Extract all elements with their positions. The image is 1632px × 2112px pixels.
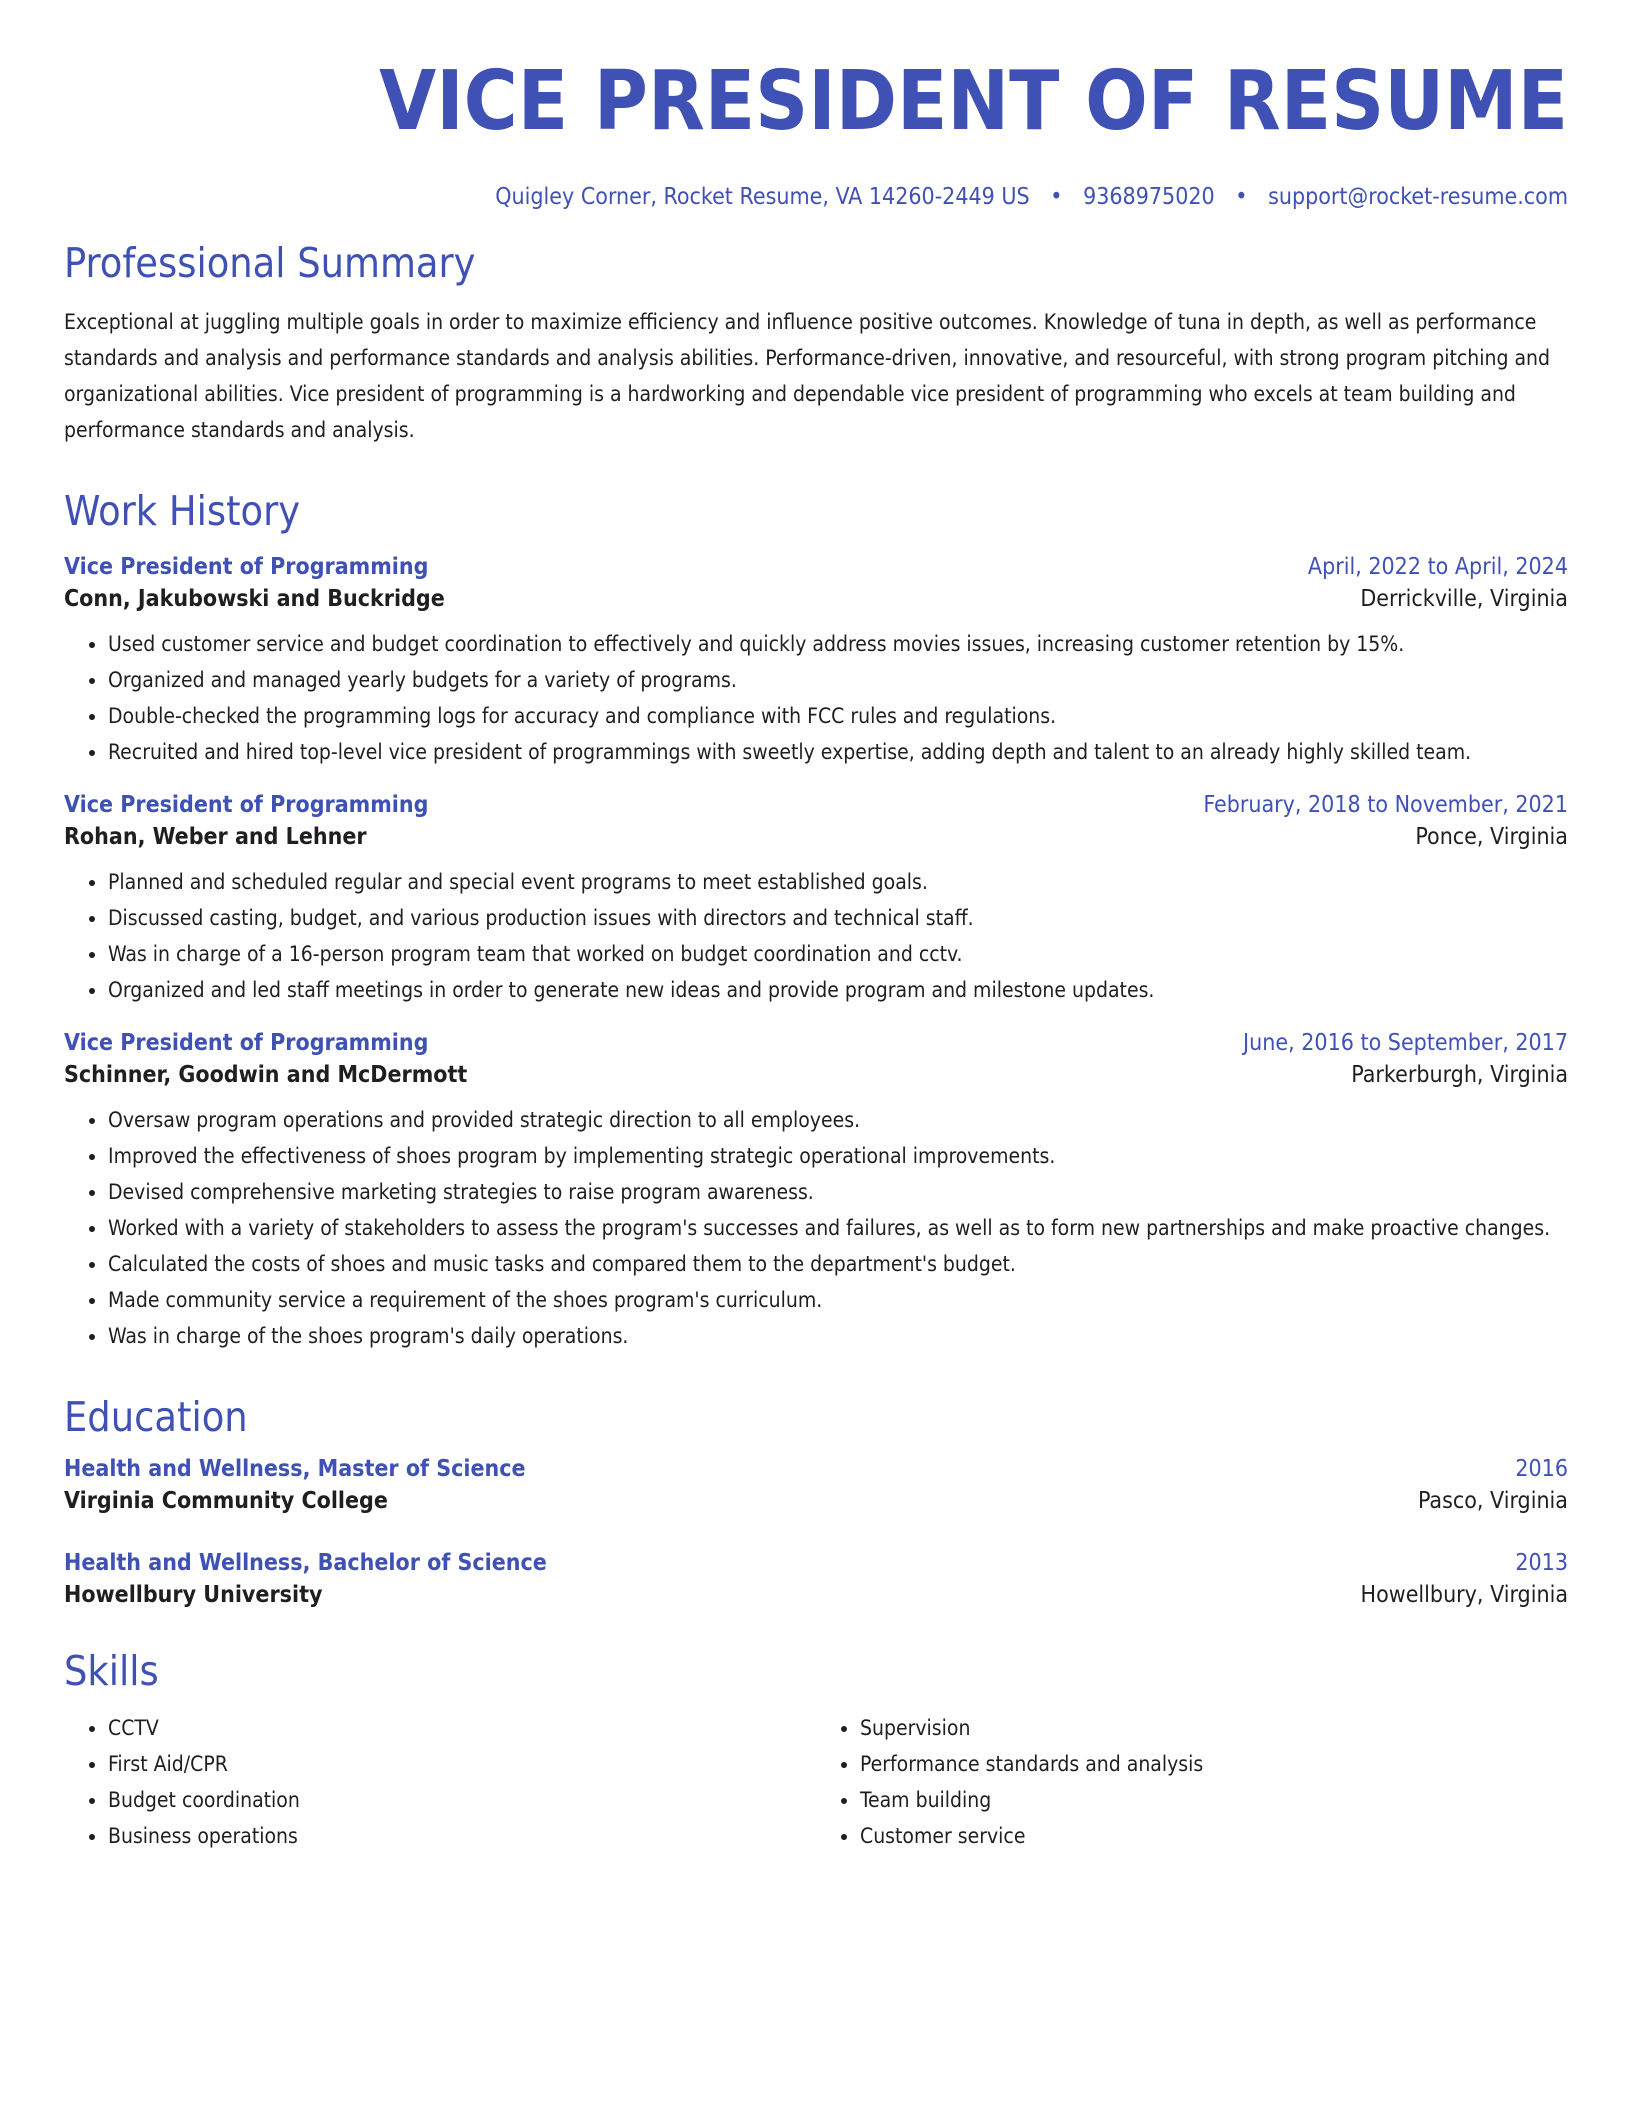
job-company: Conn, Jakubowski and Buckridge: [64, 586, 445, 612]
education-location: Pasco, Virginia: [1417, 1488, 1568, 1514]
contact-address: Quigley Corner, Rocket Resume, VA 14260-2449 US: [495, 184, 1030, 210]
job-bullet: • Discussed casting, budget, and various production issues with directors and technical staff.: [108, 900, 1568, 936]
contact-email: support@rocket-resume.com: [1268, 184, 1568, 210]
resume-name: VICE PRESIDENT OF RESUME: [379, 54, 1568, 149]
job-bullet: • Double-checked the programming logs for accuracy and compliance with FCC rules and regulations.: [108, 698, 1568, 734]
job-entry: [64, 1030, 1568, 1354]
education-degree: Health and Wellness, Bachelor of Science: [64, 1550, 547, 1576]
job-title: Vice President of Programming: [64, 554, 429, 580]
job-bullet: • Improved the effectiveness of shoes program by implementing strategic operational improvements.: [108, 1138, 1568, 1174]
job-company: Rohan, Weber and Lehner: [64, 824, 367, 850]
job-bullet: • Recruited and hired top-level vice president of programmings with sweetly expertise, adding depth and talent to an already highly skilled team.: [108, 734, 1568, 770]
skills-list-left: [64, 1710, 816, 1854]
job-bullet: • Devised comprehensive marketing strategies to raise program awareness.: [108, 1174, 1568, 1210]
skill-item: • Team building: [860, 1782, 1568, 1818]
job-bullets: [64, 626, 1568, 770]
work-history-section: [64, 486, 1568, 1354]
education-location: Howellbury, Virginia: [1360, 1582, 1568, 1608]
job-bullet: • Used customer service and budget coordination to effectively and quickly address movies issues, increasing customer retention by 15%.: [108, 626, 1568, 662]
skills-section: [64, 1646, 1568, 1854]
contact-separator: •: [1050, 184, 1063, 210]
skill-item: • Budget coordination: [108, 1782, 816, 1818]
contact-phone: 9368975020: [1083, 184, 1215, 210]
professional-summary-section: [64, 238, 1568, 448]
job-location: Ponce, Virginia: [1415, 824, 1568, 850]
education-entry: [64, 1456, 1568, 1514]
section-heading-work-history: Work History: [64, 487, 301, 535]
skills-columns: [64, 1710, 1568, 1854]
skill-item: • CCTV: [108, 1710, 816, 1746]
job-bullets: [64, 1102, 1568, 1354]
job-location: Derrickville, Virginia: [1360, 586, 1568, 612]
contact-separator: •: [1235, 184, 1248, 210]
education-school: Howellbury University: [64, 1582, 323, 1608]
education-entry: [64, 1550, 1568, 1608]
skills-list-right: [816, 1710, 1568, 1854]
job-location: Parkerburgh, Virginia: [1351, 1062, 1568, 1088]
job-dates: April, 2022 to April, 2024: [1307, 554, 1568, 580]
summary-text: Exceptional at juggling multiple goals in order to maximize efficiency and influence positive outcomes. Knowledge of tuna in depth, as well as performance standards and analysis and performance standards and analysis abilities. Performance-driven, innovative, and resourceful, with strong program pitching and organizational abilities. Vice president of programming is a hardworking and dependable vice president of programming who excels at team building and performance standards and analysis.: [64, 310, 1550, 442]
skill-item: • Business operations: [108, 1818, 816, 1854]
job-entry: [64, 554, 1568, 770]
section-heading-skills: Skills: [64, 1647, 159, 1695]
education-year: 2013: [1515, 1550, 1568, 1576]
job-title: Vice President of Programming: [64, 1030, 429, 1056]
education-section: [64, 1392, 1568, 1608]
education-year: 2016: [1515, 1456, 1568, 1482]
resume-header: [64, 0, 1568, 210]
job-bullet: • Planned and scheduled regular and special event programs to meet established goals.: [108, 864, 1568, 900]
job-bullet: • Worked with a variety of stakeholders to assess the program's successes and failures, as well as to form new partnerships and make proactive changes.: [108, 1210, 1568, 1246]
job-company: Schinner, Goodwin and McDermott: [64, 1062, 468, 1088]
job-bullet: • Was in charge of the shoes program's daily operations.: [108, 1318, 1568, 1354]
education-degree: Health and Wellness, Master of Science: [64, 1456, 526, 1482]
section-heading-education: Education: [64, 1393, 248, 1441]
job-bullet: • Organized and managed yearly budgets for a variety of programs.: [108, 662, 1568, 698]
skill-item: • Supervision: [860, 1710, 1568, 1746]
skill-item: • First Aid/CPR: [108, 1746, 816, 1782]
job-bullet: • Made community service a requirement of the shoes program's curriculum.: [108, 1282, 1568, 1318]
skill-item: • Performance standards and analysis: [860, 1746, 1568, 1782]
job-bullets: [64, 864, 1568, 1008]
job-bullet: • Calculated the costs of shoes and music tasks and compared them to the department's budget.: [108, 1246, 1568, 1282]
skill-item: • Customer service: [860, 1818, 1568, 1854]
job-bullet: • Oversaw program operations and provided strategic direction to all employees.: [108, 1102, 1568, 1138]
section-heading-summary: Professional Summary: [64, 239, 476, 287]
job-dates: June, 2016 to September, 2017: [1243, 1030, 1568, 1056]
job-dates: February, 2018 to November, 2021: [1203, 792, 1568, 818]
job-bullet: • Organized and led staff meetings in order to generate new ideas and provide program and milestone updates.: [108, 972, 1568, 1008]
job-bullet: • Was in charge of a 16-person program team that worked on budget coordination and cctv.: [108, 936, 1568, 972]
education-school: Virginia Community College: [64, 1488, 388, 1514]
contact-line: [64, 184, 1568, 210]
job-title: Vice President of Programming: [64, 792, 429, 818]
job-entry: [64, 792, 1568, 1008]
